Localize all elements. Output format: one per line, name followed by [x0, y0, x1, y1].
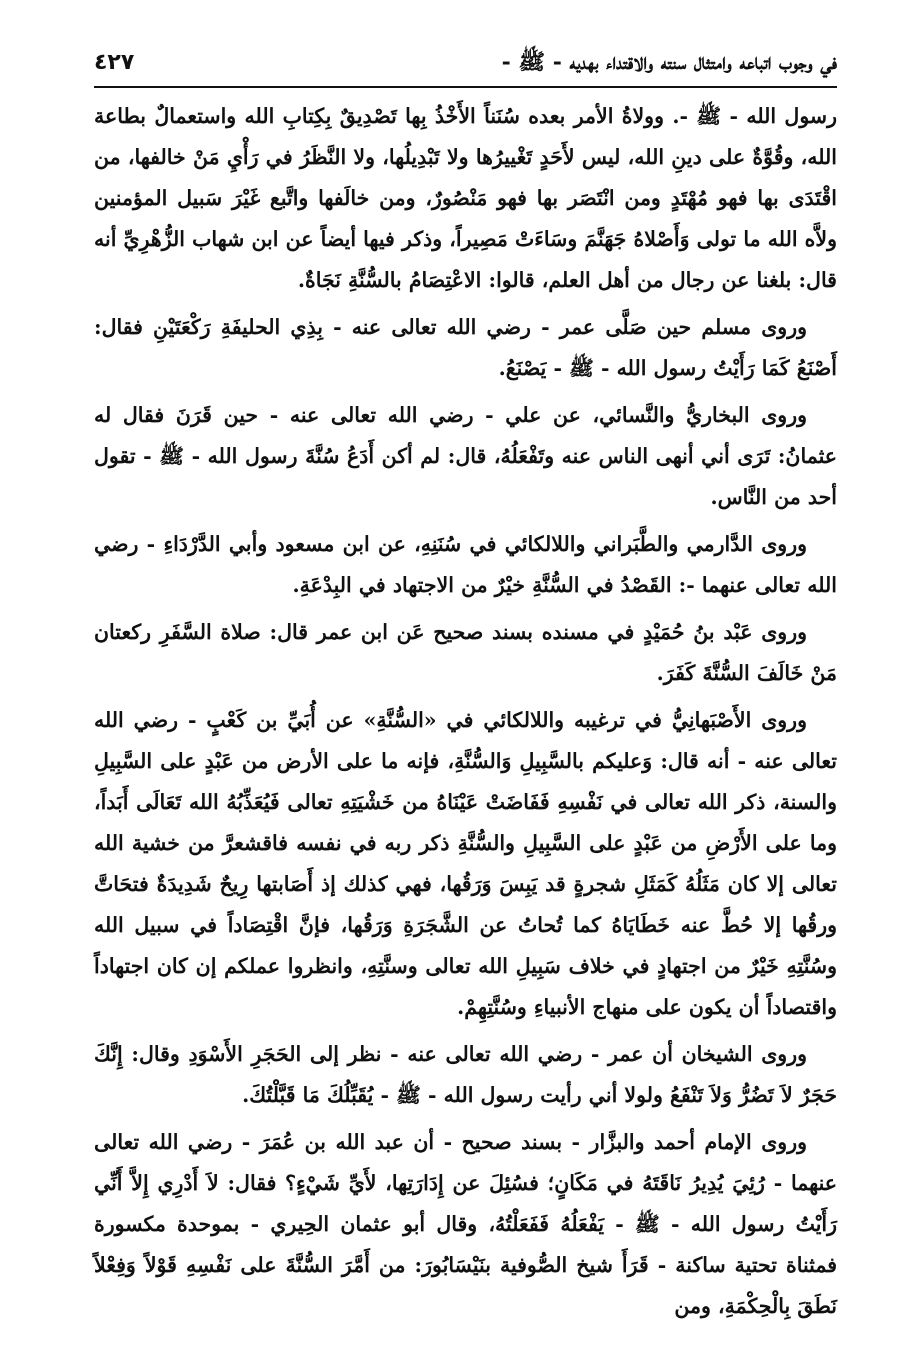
page-number: ٤٢٧ [94, 50, 135, 75]
paragraph: وروى عَبْد بنُ حُمَيْدٍ في مسنده بسند صحيح عَن ابن عمر قال: صلاة السَّفَرِ ركعتان مَنْ خَالَفَ السُّنَّةَ كَفَرَ. [94, 620, 837, 685]
paragraph: وروى الإمام أحمد والبزَّار - بسند صحيح - أن عبد الله بن عُمَرَ - رضي الله تعالى عنهما - رُئِيَ يُدِيرُ نَاقَتَهُ في مَكَانٍ؛ فسُئِلَ عن إِدَارَتِها، لأَيِّ شَيْءٍ؟ فقال: لاَ أَدْرِي إِلاَّ أَنِّي رَأَيْتُ رسول الله - ﷺ - يَفْعَلُهُ فَفَعَلْتُهُ، وقال أبو عثمان الحِيري - بموحدة مكسورة فمثناة تحتية ساكنة - قَرَأَ شيخ الصُّوفية بنَيْسَابُورَ: من أَمَّرَ السُّنَّةَ على نَفْسِهِ قَوْلاً وَفِعْلاً نَطَقَ بِالْحِكْمَةِ، ومن [94, 1130, 837, 1318]
paragraph: وروى البخاريُّ والنَّسائي، عن علي - رضي الله تعالى عنه - حين قَرَنَ فقال له عثمانُ: تَرَى أني أنهى الناس عنه وتَفْعَلُهُ، قال: لم أكن أَدَعُ سُنَّةَ رسول الله - ﷺ - تقول أحد من النَّاس. [94, 403, 837, 509]
paragraph: رسول الله - ﷺ -. وولاةُ الأمر بعده سُنَناً الأَخْذُ بِها تَصْدِيقٌ بِكِتابِ الله واستعمالٌ بطاعة الله، وقُوَّةٌ على دينِ الله، ليس لأَحَدٍ تَغْييرُها ولا تَبْدِيلُها، ولا النَّظَرُ في رَأْيِ مَنْ خالفها، من اقْتَدَى بها فهو مُهْتَدٍ ومن انْتَصَر بها فهو مَنْصُورٌ، ومن خالَفها واتَّبع غَيْرَ سَبيل المؤمنين ولاَّه الله ما تولى وَأَصْلاهُ جَهَنَّمَ وسَاءَتْ مَصِيراً، وذكر فيها أيضاً عن ابن شهاب الزُّهْرِيِّ أنه قال: بلغنا عن رجال من أهل العلم، قالوا: الاعْتِصَامُ بالسُّنَّةِ نَجَاةٌ. [94, 104, 837, 292]
page-body [94, 96, 837, 1327]
running-title: في وجوب اتباعه وامتثال سنته والاقتداء بهديه - ﷺ - [501, 49, 837, 75]
paragraph: وروى الدَّارمي والطَّبَراني واللالكائي في سُنَنِهِ، عن ابن مسعود وأبي الدَّرْدَاءِ - رضي الله تعالى عنهما -: القَصْدُ في السُّنَّةِ خيْرٌ من الاجتهاد في البِدْعَةِ. [94, 532, 837, 597]
page-header [94, 48, 837, 88]
paragraph: وروى مسلم حين صَلَّى عمر - رضي الله تعالى عنه - بِذِي الحليفَةِ رَكْعَتَيْنِ فقال: أَصْنَعُ كَمَا رَأَيْتُ رسول الله - ﷺ - يَصْنَعُ. [94, 315, 837, 380]
paragraph: وروى الأَصْبَهانِيُّ في ترغيبه واللالكائي في «السُّنَّةِ» عن أُبَيِّ بن كَعْبٍ - رضي الله تعالى عنه - أنه قال: وَعليكم بالسَّبِيلِ وَالسُّنَّةِ، فإنه ما على الأرض من عَبْدٍ على السَّبِيلِ والسنة، ذكر الله تعالى في نَفْسِهِ فَفَاضَتْ عَيْنَاهُ من خَشْيَتِهِ تعالى فَيُعَذِّبُهُ الله تَعَالَى أَبَداً، وما على الأَرْضِ من عَبْدٍ على السَّبِيلِ والسُّنَّةِ ذكر ربه في نفسه فاقشعرَّ من خشية الله تعالى إلا كان مَثَلُهُ كَمَثَلِ شجرةٍ قد يَبِسَ وَرَقُها، فهي كذلك إذ أَصَابتها رِيحٌ شَدِيدَةٌ فتحَاتَّ ورقُها إلا حُطَّ عنه خَطَايَاهُ كما تُحاتُ عن الشَّجَرَةِ وَرَقُها، فإنَّ اقْتِصَاداً في سبيل الله وسُنَّتِهِ خَيْرٌ من اجتهادٍ في خلاف سَبِيلِ الله تعالى وسنَّتِهِ، وانظروا عملكم إن كان اجتهاداً واقتصاداً أن يكون على منهاج الأنبياءِ وسُنَّتِهِمْ. [94, 708, 837, 1019]
paragraph: وروى الشيخان أن عمر - رضي الله تعالى عنه - نظر إلى الحَجَرِ الأَسْوَدِ وقال: إِنَّكَ حَجَرٌ لاَ تَضُرُّ وَلاَ تَنْفَعُ ولولا أني رأيت رسول الله - ﷺ - يُقَبِّلُكَ مَا قَبَّلْتُكَ. [94, 1042, 837, 1107]
